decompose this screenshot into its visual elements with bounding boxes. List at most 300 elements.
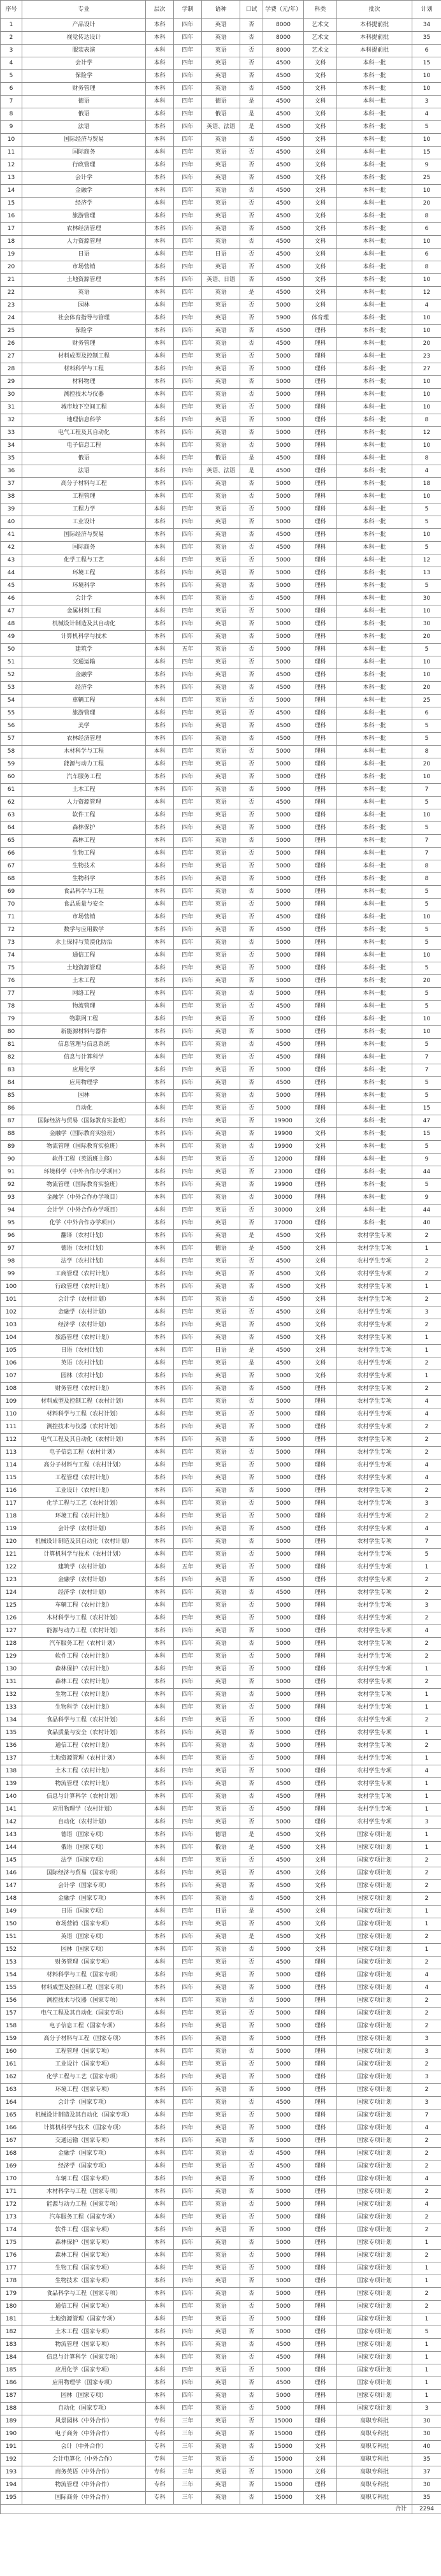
- table-row: [1, 1217, 441, 1230]
- table-cell: 1: [412, 2237, 441, 2250]
- table-row: [1, 975, 441, 988]
- table-cell: 理科: [304, 720, 337, 733]
- major-cell: 能源与动力工程（农村计划）: [22, 1625, 146, 1638]
- table-cell: 本科: [146, 1995, 174, 2008]
- table-row: [1, 542, 441, 554]
- major-cell: 翻译（农村计划）: [22, 1230, 146, 1243]
- table-cell: 否: [240, 1625, 263, 1638]
- table-cell: 5000: [263, 1702, 304, 1714]
- table-cell: 42: [1, 542, 22, 554]
- table-cell: 1: [412, 2352, 441, 2364]
- table-cell: 本科一批: [337, 771, 412, 784]
- table-cell: 四年: [174, 580, 202, 593]
- table-cell: 97: [1, 1243, 22, 1255]
- table-cell: 四年: [174, 1498, 202, 1510]
- table-cell: 本科: [146, 2262, 174, 2275]
- major-cell: 英语（农村计划）: [22, 1357, 146, 1370]
- table-row: [1, 848, 441, 860]
- table-cell: 67: [1, 860, 22, 873]
- table-cell: 四年: [174, 1829, 202, 1842]
- table-cell: 是: [240, 1931, 263, 1944]
- table-cell: 英语: [202, 389, 240, 402]
- table-cell: 5000: [263, 1638, 304, 1651]
- table-cell: 本科一批: [337, 57, 412, 70]
- table-cell: 本科: [146, 1408, 174, 1421]
- table-cell: 四年: [174, 605, 202, 618]
- major-cell: 计算机科学与技术（农村计划）: [22, 1549, 146, 1561]
- table-cell: 英语: [202, 2237, 240, 2250]
- table-cell: 四年: [174, 1459, 202, 1472]
- table-cell: 5000: [263, 1396, 304, 1408]
- table-cell: 俄语: [202, 1842, 240, 1855]
- major-cell: 森林保护: [22, 822, 146, 835]
- table-cell: 英语: [202, 338, 240, 351]
- major-cell: 俄语: [22, 108, 146, 121]
- table-cell: 本科: [146, 2109, 174, 2122]
- table-cell: 四年: [174, 1753, 202, 1765]
- table-cell: 否: [240, 1115, 263, 1128]
- header-cell: 序号: [1, 1, 22, 19]
- table-cell: 四年: [174, 2020, 202, 2033]
- table-row: [1, 1268, 441, 1281]
- table-cell: 本科一批: [337, 236, 412, 249]
- major-cell: 车辆工程（国家专项）: [22, 2173, 146, 2186]
- table-cell: 4500: [263, 542, 304, 554]
- table-row: [1, 2199, 441, 2211]
- table-cell: 否: [240, 733, 263, 746]
- table-cell: 10: [412, 325, 441, 338]
- table-cell: 本科一批: [337, 911, 412, 924]
- table-cell: 英语: [202, 1128, 240, 1141]
- table-cell: 英语: [202, 1383, 240, 1396]
- table-cell: 110: [1, 1408, 22, 1421]
- table-cell: 本科: [146, 2211, 174, 2224]
- total-value: 2294: [412, 2505, 441, 2514]
- table-cell: 5000: [263, 2262, 304, 2275]
- table-cell: 四年: [174, 57, 202, 70]
- table-cell: 36: [1, 465, 22, 478]
- table-cell: 否: [240, 83, 263, 96]
- table-cell: 13: [1, 172, 22, 185]
- table-cell: 英语: [202, 2364, 240, 2377]
- major-cell: 电子信息工程: [22, 440, 146, 452]
- table-row: [1, 1510, 441, 1523]
- table-cell: 4500: [263, 1880, 304, 1893]
- table-cell: 英语: [202, 2224, 240, 2237]
- table-cell: 理科: [304, 1625, 337, 1638]
- table-cell: 四年: [174, 2071, 202, 2084]
- table-row: [1, 682, 441, 695]
- table-cell: 3: [412, 2097, 441, 2109]
- table-row: [1, 1829, 441, 1842]
- major-cell: 国际经济与贸易（国家专项）: [22, 1867, 146, 1880]
- table-cell: 165: [1, 2109, 22, 2122]
- table-row: [1, 580, 441, 593]
- table-cell: 4: [412, 1396, 441, 1408]
- table-cell: 国家专项计划: [337, 2046, 412, 2059]
- table-row: [1, 1179, 441, 1192]
- table-cell: 理科: [304, 1651, 337, 1663]
- table-row: [1, 2415, 441, 2428]
- table-cell: 国家专项计划: [337, 2020, 412, 2033]
- table-cell: 四年: [174, 351, 202, 363]
- table-cell: 四年: [174, 1205, 202, 1217]
- table-cell: 英语: [202, 503, 240, 516]
- major-cell: 材料科学与工程: [22, 363, 146, 376]
- table-cell: 四年: [174, 2097, 202, 2109]
- table-cell: 5: [412, 1001, 441, 1013]
- table-cell: 14: [1, 185, 22, 198]
- table-row: [1, 1383, 441, 1396]
- table-row: [1, 911, 441, 924]
- table-cell: 四年: [174, 108, 202, 121]
- table-cell: 英语: [202, 363, 240, 376]
- table-cell: 5000: [263, 1689, 304, 1702]
- table-cell: 四年: [174, 593, 202, 605]
- table-cell: 129: [1, 1651, 22, 1663]
- table-cell: 理科: [304, 2186, 337, 2199]
- table-cell: 四年: [174, 261, 202, 274]
- table-cell: 英语: [202, 1294, 240, 1306]
- table-cell: 本科: [146, 402, 174, 414]
- table-row: [1, 1345, 441, 1357]
- table-cell: 本科: [146, 1676, 174, 1689]
- table-cell: 英语: [202, 2262, 240, 2275]
- table-cell: 农村学生专项: [337, 1523, 412, 1536]
- table-cell: 5000: [263, 351, 304, 363]
- table-cell: 四年: [174, 2122, 202, 2135]
- table-cell: 本科一批: [337, 172, 412, 185]
- table-row: [1, 1166, 441, 1179]
- table-cell: 理科: [304, 427, 337, 440]
- table-row: [1, 707, 441, 720]
- table-cell: 4500: [263, 1039, 304, 1052]
- table-cell: 理科: [304, 2211, 337, 2224]
- table-cell: 否: [240, 159, 263, 172]
- table-cell: 本科: [146, 937, 174, 950]
- table-cell: 英语: [202, 440, 240, 452]
- table-cell: 本科: [146, 746, 174, 758]
- table-cell: 4500: [263, 172, 304, 185]
- table-cell: 4: [1, 57, 22, 70]
- major-cell: 机械设计制造及其自动化: [22, 618, 146, 631]
- table-row: [1, 1001, 441, 1013]
- table-cell: 否: [240, 2275, 263, 2288]
- table-cell: 文科: [304, 300, 337, 312]
- major-cell: 园林: [22, 1090, 146, 1103]
- table-cell: 本科一批: [337, 554, 412, 567]
- table-cell: 文科: [304, 185, 337, 198]
- table-cell: 本科: [146, 1804, 174, 1816]
- major-cell: 国际商务（中外合作）: [22, 2492, 146, 2505]
- table-cell: 英语: [202, 2288, 240, 2301]
- table-cell: 国家专项计划: [337, 2122, 412, 2135]
- table-cell: 4500: [263, 1294, 304, 1306]
- table-cell: 英语: [202, 172, 240, 185]
- table-cell: 英语: [202, 1957, 240, 1969]
- table-row: [1, 529, 441, 542]
- table-cell: 本科: [146, 2186, 174, 2199]
- table-cell: 农村学生专项: [337, 1472, 412, 1485]
- major-cell: 行政管理（农村计划）: [22, 1281, 146, 1294]
- table-cell: 7: [412, 2109, 441, 2122]
- table-row: [1, 1523, 441, 1536]
- table-cell: 理科: [304, 325, 337, 338]
- table-cell: 60: [1, 771, 22, 784]
- table-cell: 4500: [263, 134, 304, 147]
- table-cell: 否: [240, 1957, 263, 1969]
- table-cell: 7: [412, 784, 441, 797]
- table-cell: 英语: [202, 1370, 240, 1383]
- table-row: [1, 452, 441, 465]
- table-cell: 理科: [304, 1154, 337, 1166]
- table-cell: 本科: [146, 1064, 174, 1077]
- table-row: [1, 1918, 441, 1931]
- table-cell: 四年: [174, 1103, 202, 1115]
- table-cell: 四年: [174, 1039, 202, 1052]
- table-cell: 理科: [304, 2262, 337, 2275]
- major-cell: 能源与动力工程（国家专项）: [22, 2199, 146, 2211]
- table-cell: 英语: [202, 924, 240, 937]
- table-cell: 四年: [174, 1370, 202, 1383]
- table-cell: 5000: [263, 300, 304, 312]
- table-cell: 44: [412, 1205, 441, 1217]
- table-cell: 日语: [202, 1345, 240, 1357]
- table-cell: 四年: [174, 2288, 202, 2301]
- table-cell: 文科: [304, 210, 337, 223]
- table-row: [1, 1638, 441, 1651]
- table-cell: 理科: [304, 516, 337, 529]
- table-cell: 理科: [304, 1166, 337, 1179]
- table-cell: 本科: [146, 236, 174, 249]
- table-cell: 英语: [202, 669, 240, 682]
- table-cell: 高职专科批: [337, 2492, 412, 2505]
- major-cell: 食品科学与工程（国家专项）: [22, 2288, 146, 2301]
- table-cell: 四年: [174, 758, 202, 771]
- major-cell: 法语: [22, 465, 146, 478]
- table-cell: 37: [412, 2466, 441, 2479]
- table-cell: 3: [412, 1498, 441, 1510]
- major-cell: 金融学（国际教育实验班）: [22, 1128, 146, 1141]
- table-cell: 本科: [146, 210, 174, 223]
- table-cell: 5000: [263, 1740, 304, 1753]
- table-cell: 5000: [263, 2199, 304, 2211]
- table-cell: 6: [1, 83, 22, 96]
- table-row: [1, 860, 441, 873]
- major-cell: 物流管理（国际教育实验班）: [22, 1179, 146, 1192]
- table-cell: 5000: [263, 1472, 304, 1485]
- table-cell: 否: [240, 2339, 263, 2352]
- table-cell: 英语: [202, 1205, 240, 1217]
- table-cell: 艺术文: [304, 19, 337, 32]
- table-cell: 本科一批: [337, 656, 412, 669]
- table-cell: 否: [240, 886, 263, 899]
- table-cell: 理科: [304, 1472, 337, 1485]
- table-cell: 本科: [146, 2301, 174, 2313]
- table-cell: 理科: [304, 962, 337, 975]
- table-cell: 农村学生专项: [337, 1255, 412, 1268]
- table-cell: 英语、法语: [202, 121, 240, 134]
- table-cell: 本科一批: [337, 618, 412, 631]
- table-cell: 四年: [174, 822, 202, 835]
- table-cell: 农村学生专项: [337, 1651, 412, 1663]
- table-cell: 英语: [202, 873, 240, 886]
- table-cell: 15000: [263, 2454, 304, 2466]
- table-cell: 理科: [304, 478, 337, 491]
- table-row: [1, 2224, 441, 2237]
- table-cell: 理科: [304, 1676, 337, 1689]
- table-cell: 2: [412, 1893, 441, 1906]
- table-cell: 本科一批: [337, 720, 412, 733]
- table-cell: 否: [240, 57, 263, 70]
- table-cell: 4500: [263, 1268, 304, 1281]
- table-cell: 文科: [304, 134, 337, 147]
- major-cell: 信息与计算科学（国家专项）: [22, 2352, 146, 2364]
- major-cell: 工程管理（国家专项）: [22, 2046, 146, 2059]
- table-cell: 否: [240, 1855, 263, 1867]
- table-cell: 53: [1, 682, 22, 695]
- table-cell: 英语: [202, 2250, 240, 2262]
- table-row: [1, 1115, 441, 1128]
- table-cell: 30: [412, 2428, 441, 2441]
- table-cell: 本科: [146, 249, 174, 261]
- table-cell: 否: [240, 2224, 263, 2237]
- table-cell: 2: [412, 2186, 441, 2199]
- table-cell: 5000: [263, 1549, 304, 1561]
- table-row: [1, 300, 441, 312]
- table-cell: 文科: [304, 2492, 337, 2505]
- table-cell: 本科一批: [337, 567, 412, 580]
- table-cell: 理科: [304, 682, 337, 695]
- table-cell: 英语: [202, 1001, 240, 1013]
- table-cell: 8: [412, 452, 441, 465]
- table-row: [1, 886, 441, 899]
- table-cell: 15000: [263, 2415, 304, 2428]
- table-cell: 四年: [174, 962, 202, 975]
- table-cell: 专科: [146, 2479, 174, 2492]
- table-row: [1, 1587, 441, 1600]
- table-cell: 123: [1, 1574, 22, 1587]
- table-cell: 英语: [202, 478, 240, 491]
- table-row: [1, 45, 441, 57]
- table-cell: 四年: [174, 1154, 202, 1166]
- table-cell: 86: [1, 1103, 22, 1115]
- table-cell: 理科: [304, 1498, 337, 1510]
- table-cell: 180: [1, 2301, 22, 2313]
- table-row: [1, 1472, 441, 1485]
- table-cell: 127: [1, 1625, 22, 1638]
- table-cell: 英语: [202, 1052, 240, 1064]
- table-row: [1, 172, 441, 185]
- table-cell: 1: [412, 1332, 441, 1345]
- major-cell: 物流管理: [22, 1001, 146, 1013]
- table-cell: 12: [412, 554, 441, 567]
- table-cell: 四年: [174, 2033, 202, 2046]
- table-cell: 23: [1, 300, 22, 312]
- table-cell: 本科一批: [337, 1103, 412, 1115]
- table-cell: 本科一批: [337, 1013, 412, 1026]
- table-cell: 5: [412, 937, 441, 950]
- table-cell: 139: [1, 1778, 22, 1791]
- table-cell: 四年: [174, 1294, 202, 1306]
- table-cell: 否: [240, 593, 263, 605]
- table-cell: 本科一批: [337, 1115, 412, 1128]
- table-cell: 157: [1, 2008, 22, 2020]
- table-cell: 4500: [263, 1001, 304, 1013]
- table-cell: 英语: [202, 1523, 240, 1536]
- table-cell: 农村学生专项: [337, 1370, 412, 1383]
- table-row: [1, 1026, 441, 1039]
- major-cell: 高分子材料与工程（国家专项）: [22, 2033, 146, 2046]
- table-cell: 本科: [146, 1192, 174, 1205]
- major-cell: 电子商务（中外合作）: [22, 2428, 146, 2441]
- table-cell: 否: [240, 835, 263, 848]
- table-cell: 四年: [174, 2186, 202, 2199]
- table-cell: 2: [412, 1294, 441, 1306]
- table-cell: 本科一批: [337, 733, 412, 746]
- table-cell: 9: [412, 1154, 441, 1166]
- table-cell: 47: [412, 1115, 441, 1128]
- table-cell: 85: [1, 1090, 22, 1103]
- table-cell: 本科一批: [337, 465, 412, 478]
- table-cell: 本科: [146, 1230, 174, 1243]
- major-cell: 视觉传达设计: [22, 32, 146, 45]
- table-cell: 71: [1, 911, 22, 924]
- table-cell: 国家专项计划: [337, 2109, 412, 2122]
- table-cell: 本科: [146, 427, 174, 440]
- table-cell: 国家专项计划: [337, 1969, 412, 1982]
- table-cell: 否: [240, 1052, 263, 1064]
- table-cell: 农村学生专项: [337, 1498, 412, 1510]
- table-cell: 81: [1, 1039, 22, 1052]
- table-cell: 文科: [304, 1128, 337, 1141]
- table-cell: 否: [240, 746, 263, 758]
- table-cell: 国家专项计划: [337, 1829, 412, 1842]
- table-cell: 英语: [202, 682, 240, 695]
- table-cell: 理科: [304, 2084, 337, 2097]
- table-cell: 132: [1, 1689, 22, 1702]
- table-cell: 本科: [146, 414, 174, 427]
- table-cell: 18: [1, 236, 22, 249]
- table-cell: 本科一批: [337, 376, 412, 389]
- table-cell: 四年: [174, 452, 202, 465]
- table-cell: 本科: [146, 1536, 174, 1549]
- major-cell: 应用物理学（农村计划）: [22, 1804, 146, 1816]
- table-cell: 1: [412, 1345, 441, 1357]
- table-cell: 3: [412, 1600, 441, 1612]
- table-cell: 英语: [202, 1702, 240, 1714]
- table-cell: 否: [240, 2186, 263, 2199]
- table-cell: 2: [412, 2301, 441, 2313]
- table-cell: 农村学生专项: [337, 1816, 412, 1829]
- table-cell: 英语: [202, 427, 240, 440]
- table-cell: 否: [240, 695, 263, 707]
- major-cell: 机械设计制造及其自动化（农村计划）: [22, 1536, 146, 1549]
- table-cell: 15000: [263, 2492, 304, 2505]
- table-cell: 英语: [202, 1077, 240, 1090]
- table-cell: 本科: [146, 2224, 174, 2237]
- table-row: [1, 1995, 441, 2008]
- table-cell: 理科: [304, 2071, 337, 2084]
- table-cell: 173: [1, 2211, 22, 2224]
- table-cell: 本科: [146, 121, 174, 134]
- major-cell: 城市地下空间工程: [22, 402, 146, 414]
- table-cell: 125: [1, 1600, 22, 1612]
- table-cell: 本科: [146, 2135, 174, 2148]
- table-cell: 本科: [146, 2377, 174, 2390]
- table-cell: 英语: [202, 1727, 240, 1740]
- table-cell: 英语: [202, 2033, 240, 2046]
